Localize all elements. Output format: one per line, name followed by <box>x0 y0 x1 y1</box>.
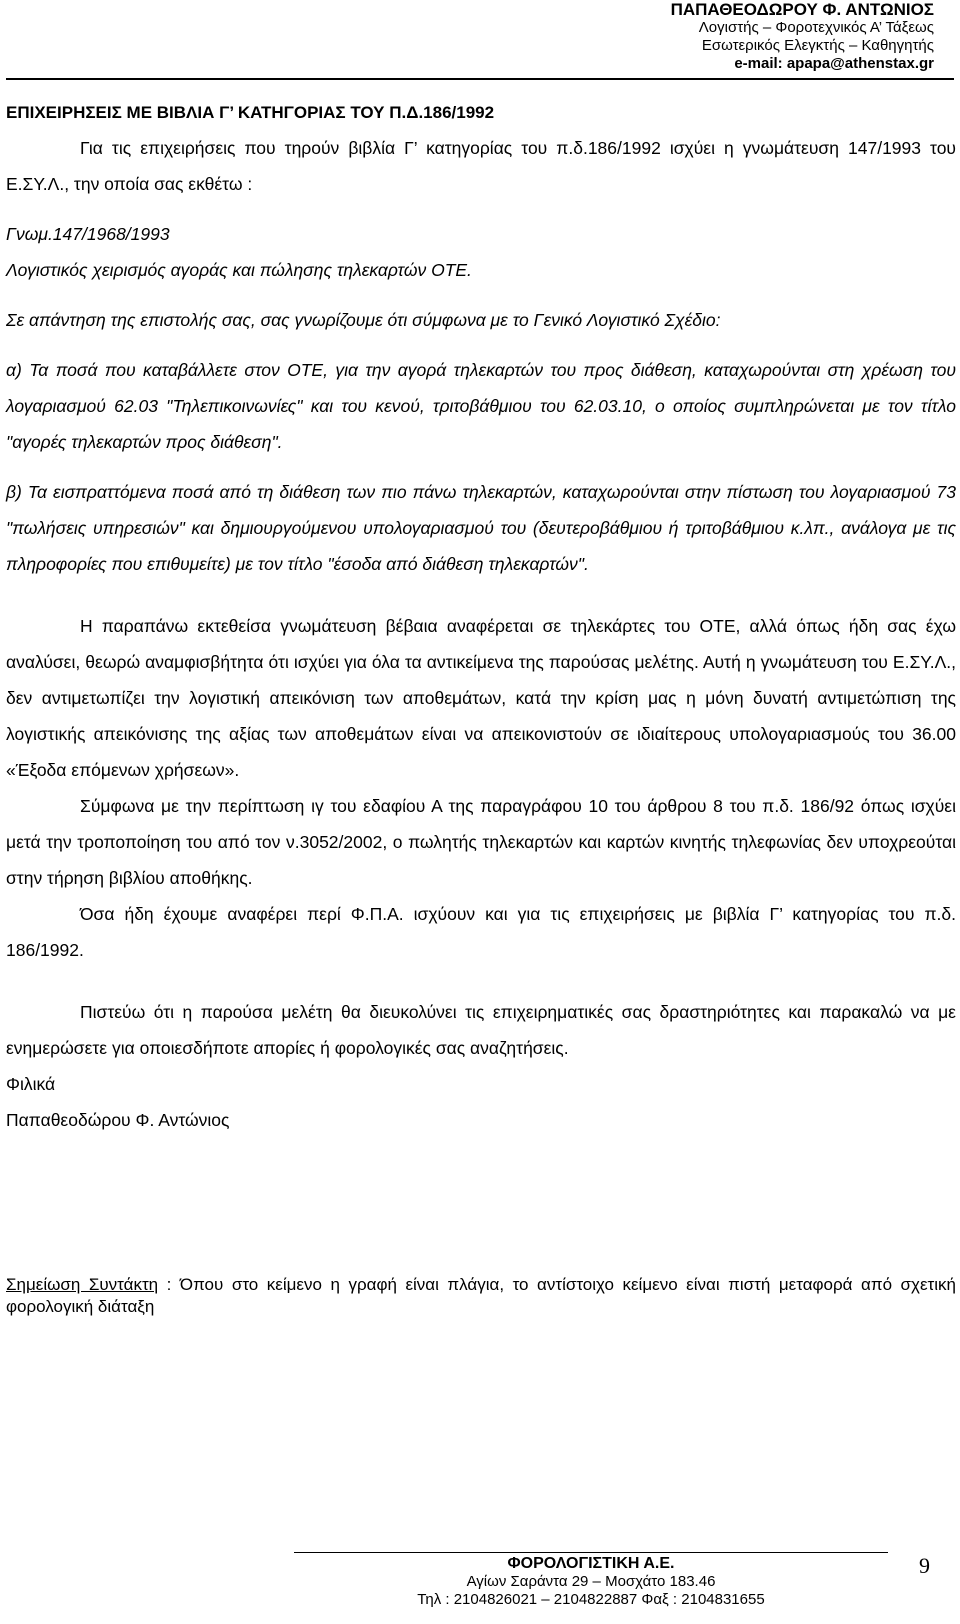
vat-note-paragraph: Όσα ήδη έχουμε αναφέρει περί Φ.Π.Α. ισχύουν και για τις επιχειρήσεις με βιβλία Γ’ κατηγορίας του π.δ. 186/1992. <box>6 904 956 960</box>
comment-paragraph: Η παραπάνω εκτεθείσα γνωμάτευση βέβαια αναφέρεται σε τηλεκάρτες του ΟΤΕ, αλλά όπως ήδη σας έχω αναλύσει, θεωρώ αναμφισβήτητα ότι ισχύει για όλα τα αντικείμενα της παρούσας μελέτης. Αυτή η γνωμάτευση του Ε.ΣΥ.Λ., δεν αντιμετωπίζει την λογιστική απεικόνιση των αποθεμάτων, κατά την κρίση μας η μόνη δυνατή αντιμετώπιση της λογιστικής απεικόνισης της αξίας των αποθεμάτων είναι να απεικονιστούν σε ιδιαίτερους υπολογαριασμούς του 36.00 «Έξοδα επόμενων χρήσεων». <box>6 616 956 780</box>
editor-note-text: : Όπου στο κείμενο η γραφή είναι πλάγια, το αντίστοιχο κείμενο είναι πιστή μεταφορά από σχετική φορολογική διάταξη <box>6 1275 956 1316</box>
author-title-1: Λογιστής – Φοροτεχνικός Α’ Τάξεως <box>698 19 934 36</box>
footer <box>294 1555 888 1609</box>
salutation: Φιλικά <box>6 1074 56 1094</box>
author-email: e-mail: apapa@athenstax.gr <box>734 55 934 72</box>
author-name: ΠΑΠΑΘΕΟΔΩΡΟΥ Φ. ΑΝΤΩΝΙΟΣ <box>670 0 934 19</box>
footer-divider <box>294 1552 888 1553</box>
law-note-paragraph: Σύμφωνα με την περίπτωση ιγ του εδαφίου Α της παραγράφου 10 του άρθρου 8 του π.δ. 186/92 όπως ισχύει μετά την τροποποίηση του από τον ν.3052/2002, ο πωλητής τηλεκαρτών και καρτών κινητής τηλεφωνίας δεν υποχρεούται στην τήρηση βιβλίου αποθήκης. <box>6 796 956 888</box>
document-body <box>6 96 956 1318</box>
intro-paragraph: Για τις επιχειρήσεις που τηρούν βιβλία Γ’ κατηγορίας του π.δ.186/1992 ισχύει η γνωμάτευση 147/1993 του Ε.ΣΥ.Λ., την οποία σας εκθέτω : <box>6 138 956 194</box>
page-number: 9 <box>919 1553 930 1578</box>
author-title-2: Εσωτερικός Ελεγκτής – Καθηγητής <box>701 37 934 54</box>
editor-note-label: Σημείωση Συντάκτη <box>6 1275 159 1294</box>
opinion-subject: Λογιστικός χειρισμός αγοράς και πώλησης τηλεκαρτών ΟΤΕ. <box>6 260 472 280</box>
opinion-reference: Γνωμ.147/1968/1993 <box>6 224 170 244</box>
editor-note <box>6 1274 956 1318</box>
signature: Παπαθεοδώρου Φ. Αντώνιος <box>6 1110 230 1130</box>
point-a: α) Τα ποσά που καταβάλλετε στον ΟΤΕ, για την αγορά τηλεκαρτών του προς διάθεση, καταχωρούνται στη χρέωση του λογαριασμού 62.03 "Τηλεπικοινωνίες" και του κενού, τριτοβάθμιου του 62.03.10, ο οποίος συμπληρώνεται με τον τίτλο "αγορές τηλεκαρτών προς διάθεση". <box>6 360 956 452</box>
answer-intro: Σε απάντηση της επιστολής σας, σας γνωρίζουμε ότι σύμφωνα με το Γενικό Λογιστικό Σχέδιο: <box>6 310 721 330</box>
section-title: ΕΠΙΧΕΙΡΗΣΕΙΣ ΜΕ ΒΙΒΛΙΑ Γ’ ΚΑΤΗΓΟΡΙΑΣ ΤΟΥ Π.Δ.186/1992 <box>6 103 495 122</box>
footer-address: Αγίων Σαράντα 29 – Μοσχάτο 183.46 <box>466 1573 716 1590</box>
header-divider <box>6 78 954 80</box>
footer-phones: Τηλ : 2104826021 – 2104822887 Φαξ : 2104831655 <box>417 1591 765 1608</box>
point-b: β) Τα εισπραττόμενα ποσά από τη διάθεση των πιο πάνω τηλεκαρτών, καταχωρούνται στην πίστωση του λογαριασμού 73 "πωλήσεις υπηρεσιών" και δημιουργούμενου υπολογαριασμού του (δευτεροβάθμιου ή τριτοβάθμιου κ.λπ., ανάλογα με τις πληροφορίες που επιθυμείτε) με τον τίτλο "έσοδα από διάθεση τηλεκαρτών". <box>6 482 956 574</box>
footer-company: ΦΟΡΟΛΟΓΙΣΤΙΚΗ Α.Ε. <box>507 1555 675 1572</box>
closing-paragraph: Πιστεύω ότι η παρούσα μελέτη θα διευκολύνει τις επιχειρηματικές σας δραστηριότητες και παρακαλώ να με ενημερώσετε για οποιεσδήποτε απορίες ή φορολογικές σας αναζητήσεις. <box>6 1002 956 1058</box>
letterhead <box>514 0 934 73</box>
